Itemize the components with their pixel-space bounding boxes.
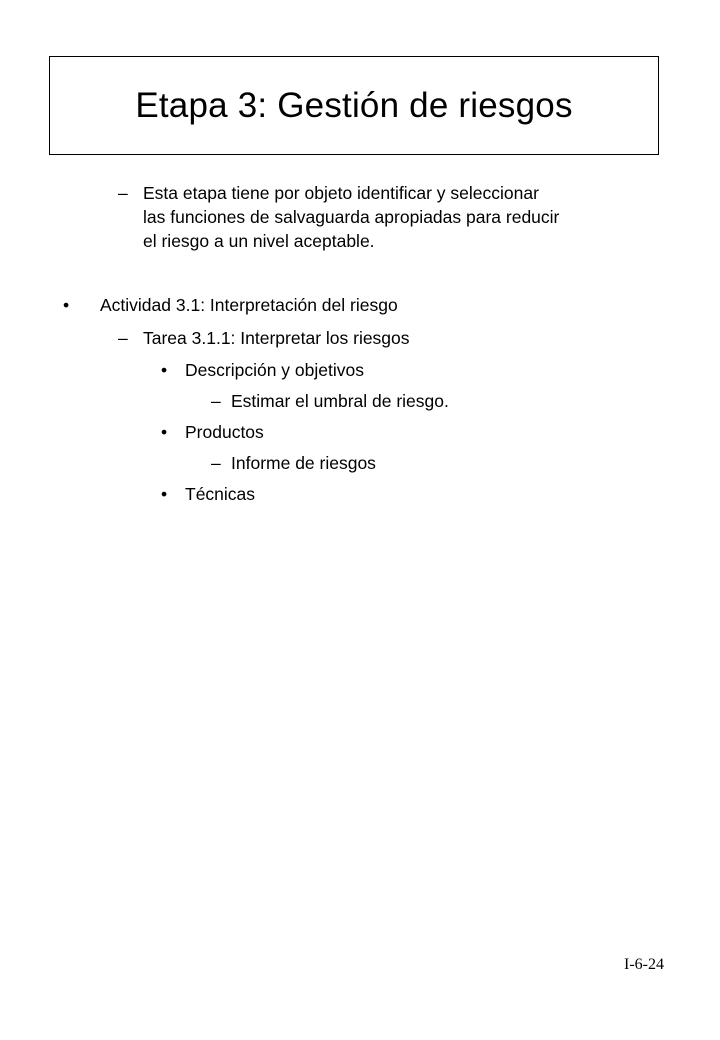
products-bullet: • bbox=[161, 422, 168, 442]
activity-label: Actividad 3.1: Interpretación del riesgo bbox=[100, 295, 398, 315]
products-item: Informe de riesgos bbox=[231, 453, 376, 473]
description-item: Estimar el umbral de riesgo. bbox=[231, 391, 449, 411]
intro-line-2: las funciones de salvaguarda apropiadas para reducir bbox=[143, 207, 560, 227]
products-item-dash: – bbox=[211, 453, 221, 473]
description-heading: Descripción y objetivos bbox=[185, 360, 364, 380]
activity-bullet: • bbox=[63, 295, 70, 315]
intro-dash: – bbox=[118, 183, 128, 203]
task-dash: – bbox=[118, 328, 128, 348]
techniques-heading: Técnicas bbox=[185, 484, 256, 504]
intro-line-1: Esta etapa tiene por objeto identificar y seleccionar bbox=[143, 183, 539, 203]
products-heading: Productos bbox=[185, 422, 264, 442]
task-label: Tarea 3.1.1: Interpretar los riesgos bbox=[143, 328, 410, 348]
page-number: I-6-24 bbox=[624, 956, 664, 973]
intro-line-3: el riesgo a un nivel aceptable. bbox=[143, 231, 375, 251]
techniques-bullet: • bbox=[161, 484, 168, 504]
description-bullet: • bbox=[161, 360, 168, 380]
title-box bbox=[49, 56, 659, 155]
description-item-dash: – bbox=[211, 391, 221, 411]
intro-paragraph bbox=[143, 181, 663, 253]
page-title: Etapa 3: Gestión de riesgos bbox=[135, 85, 573, 125]
